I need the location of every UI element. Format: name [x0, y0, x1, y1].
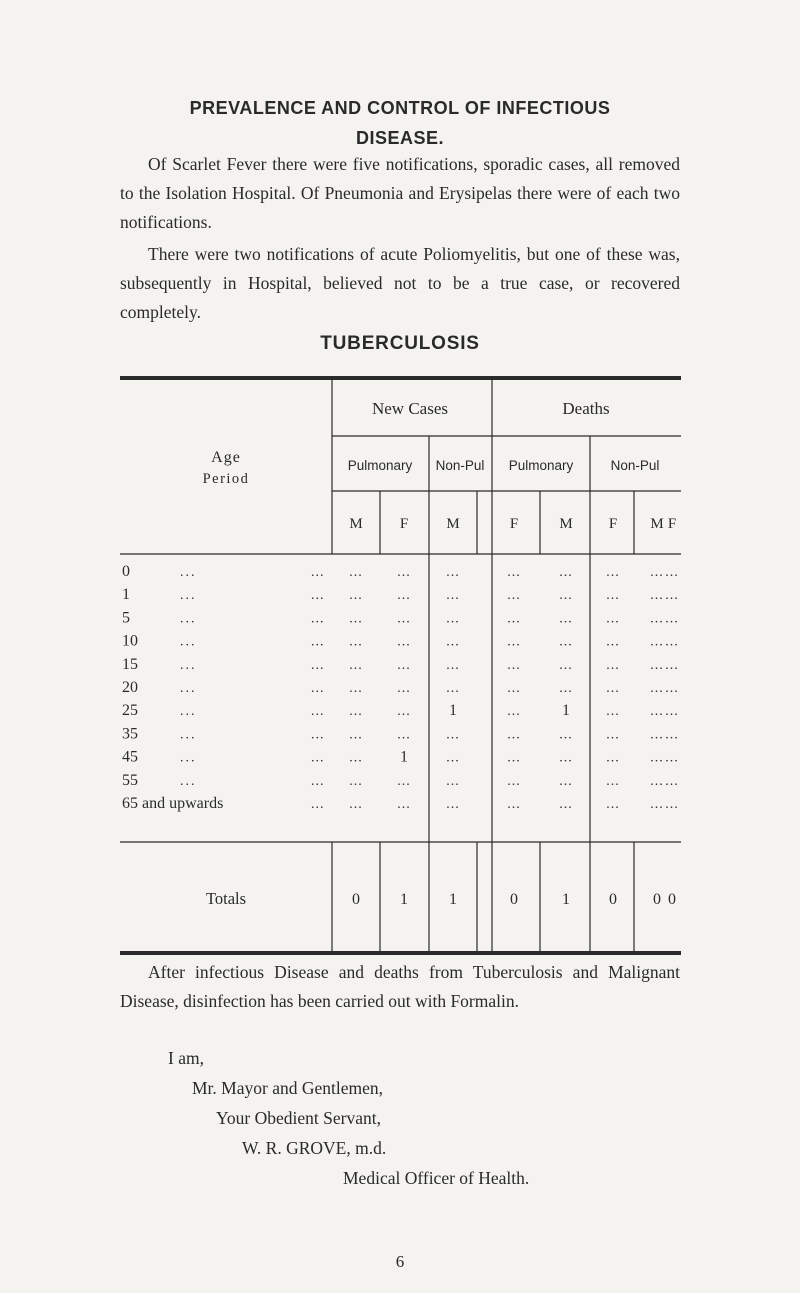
table-cell: 1	[449, 702, 457, 720]
section-heading: PREVALENCE AND CONTROL OF INFECTIOUS	[189, 98, 611, 118]
row-leader-dots: ...	[311, 773, 325, 789]
table-cell: ...	[446, 750, 460, 766]
tuberculosis-heading: TUBERCULOSIS	[320, 333, 480, 354]
table-cell: ...	[559, 657, 573, 673]
totals-row	[206, 889, 676, 908]
table-cell: ...	[397, 797, 411, 812]
totals-cell: 0	[609, 891, 617, 908]
table-cell: ...	[559, 727, 573, 743]
row-age-label: 55	[122, 771, 138, 789]
table-cell: ...	[606, 797, 620, 812]
table-cell: ...	[650, 681, 664, 696]
table-cell: ...	[446, 727, 460, 743]
row-age-label: 25	[122, 702, 138, 720]
table-cell: ...	[507, 611, 521, 627]
closing-salutation: Mr. Mayor and Gentlemen,	[192, 1078, 383, 1098]
table-row	[122, 586, 679, 603]
table-cell: ...	[349, 797, 363, 812]
table-cell: ...	[650, 634, 664, 650]
table-cell: 1	[562, 702, 570, 720]
row-leader-dots: ...	[311, 588, 325, 604]
table-cell: ...	[507, 797, 521, 812]
table-cell: ...	[349, 657, 363, 673]
closing-i-am: I am,	[168, 1048, 204, 1068]
table-cell: ...	[507, 588, 521, 604]
row-age-label: 15	[122, 655, 138, 673]
row-leader-dots: ...	[311, 681, 325, 696]
table-row	[122, 656, 679, 673]
table-cell: ...	[446, 773, 460, 789]
table-cell: ...	[665, 565, 679, 580]
row-leader-dots: ...	[180, 565, 197, 580]
table-cell: ...	[446, 611, 460, 627]
table-cell: ...	[650, 727, 664, 743]
row-age-label: 65 and upwards	[122, 795, 224, 812]
table-cell: ...	[507, 773, 521, 789]
table-cell: ...	[349, 611, 363, 627]
sex-header-7: F	[667, 516, 677, 532]
table-cell: ...	[606, 588, 620, 604]
sex-header-0: M	[349, 516, 363, 532]
table-cell: ...	[650, 704, 664, 720]
table-row	[122, 702, 679, 719]
table-row	[122, 725, 679, 742]
scarlet-fever-paragraph: Of Scarlet Fever there were five notifications, sporadic cases, all removed to the Isolation Hospital. Of Pneumonia and Erysipelas there were of each two notifications.	[120, 154, 680, 232]
table-cell: ...	[665, 727, 679, 743]
table-cell: ...	[665, 611, 679, 627]
table-cell: ...	[397, 611, 411, 627]
sex-header-1: F	[399, 516, 409, 532]
row-leader-dots: ...	[311, 704, 325, 720]
table-cell: ...	[559, 565, 573, 580]
row-age-label: 20	[122, 679, 138, 696]
sex-header-row	[349, 516, 676, 532]
table-row	[122, 749, 679, 766]
table-cell: ...	[349, 681, 363, 696]
section-heading-continued: DISEASE.	[355, 128, 445, 148]
poliomyelitis-paragraph: There were two notifications of acute Poliomyelitis, but one of these was, subsequently in Hospital, believed not to be a true case, or recovered completely.	[120, 244, 680, 322]
table-cell: ...	[650, 773, 664, 789]
table-cell: ...	[349, 727, 363, 743]
table-cell: ...	[559, 750, 573, 766]
row-leader-dots: ...	[180, 704, 197, 720]
table-row	[122, 679, 679, 696]
table-cell: ...	[650, 588, 664, 604]
row-age-label: 35	[122, 725, 138, 743]
deaths-nonpul-header: Non-Pul	[610, 458, 660, 473]
table-cell: ...	[397, 565, 411, 580]
deaths-pulmonary-header: Pulmonary	[508, 458, 574, 473]
table-cell: ...	[507, 704, 521, 720]
signature-role: Medical Officer of Health.	[343, 1168, 530, 1188]
totals-cell: 0	[352, 891, 360, 908]
table-cell: ...	[397, 727, 411, 743]
table-cell: ...	[606, 773, 620, 789]
sex-header-4: M	[559, 516, 573, 532]
table-cell: ...	[559, 773, 573, 789]
table-cell: ...	[665, 588, 679, 604]
row-age-label: 0	[122, 563, 130, 580]
table-cell: ...	[606, 611, 620, 627]
deaths-header: Deaths	[562, 399, 610, 418]
table-cell: ...	[397, 634, 411, 650]
table-cell: ...	[650, 797, 664, 812]
sex-header-2: M	[446, 516, 460, 532]
row-leader-dots: ...	[311, 797, 325, 812]
table-row	[122, 563, 679, 580]
table-cell: ...	[559, 611, 573, 627]
row-leader-dots: ...	[311, 611, 325, 627]
sex-header-5: F	[608, 516, 618, 532]
table-row	[122, 795, 679, 812]
table-cell: ...	[606, 704, 620, 720]
table-cell: ...	[397, 657, 411, 673]
table-cell: ...	[349, 750, 363, 766]
row-leader-dots: ...	[311, 750, 325, 766]
sex-header-3: F	[509, 516, 519, 532]
table-cell: ...	[665, 773, 679, 789]
page-number: 6	[395, 1252, 405, 1271]
table-cell: ...	[507, 657, 521, 673]
signature: W. R. GROVE, m.d.	[242, 1138, 387, 1158]
table-row	[122, 772, 679, 789]
table-cell: 1	[400, 748, 408, 766]
tuberculosis-table	[120, 376, 681, 956]
totals-label: Totals	[205, 889, 247, 908]
table-cell: ...	[349, 704, 363, 720]
table-cell: ...	[650, 611, 664, 627]
table-cell: ...	[559, 797, 573, 812]
table-cell: ...	[665, 681, 679, 696]
age-header-line1: Age	[211, 449, 241, 466]
table-cell: ...	[446, 657, 460, 673]
row-leader-dots: ...	[180, 681, 197, 696]
row-leader-dots: ...	[311, 565, 325, 580]
table-cell: ...	[507, 634, 521, 650]
table-cell: ...	[606, 681, 620, 696]
table-cell: ...	[397, 704, 411, 720]
table-cell: ...	[665, 657, 679, 673]
row-age-label: 1	[122, 586, 130, 604]
table-cell: ...	[559, 588, 573, 604]
table-cell: ...	[446, 565, 460, 580]
table-cell: ...	[559, 634, 573, 650]
table-cell: ...	[559, 681, 573, 696]
table-cell: ...	[349, 634, 363, 650]
row-age-label: 10	[122, 632, 138, 650]
table-cell: ...	[397, 588, 411, 604]
table-cell: ...	[507, 565, 521, 580]
table-cell: ...	[665, 750, 679, 766]
table-cell: ...	[446, 797, 460, 812]
totals-cell: 0	[668, 891, 676, 908]
table-body	[122, 563, 679, 812]
table-cell: ...	[606, 727, 620, 743]
row-leader-dots: ...	[180, 657, 197, 673]
table-cell: ...	[446, 634, 460, 650]
closing-servant: Your Obedient Servant,	[216, 1108, 381, 1128]
new-nonpul-header: Non-Pul	[435, 458, 485, 473]
row-leader-dots: ...	[180, 611, 197, 627]
disinfection-paragraph: After infectious Disease and deaths from Tuberculosis and Malignant Disease, disinfection has been carried out with Formalin.	[120, 962, 680, 1011]
table-cell: ...	[446, 588, 460, 604]
table-cell: ...	[665, 634, 679, 650]
table-bottom-border	[120, 951, 681, 955]
row-leader-dots: ...	[311, 634, 325, 650]
table-cell: ...	[349, 565, 363, 580]
table-row	[122, 609, 679, 626]
table-top-border	[120, 376, 681, 380]
table-cell: ...	[665, 704, 679, 720]
totals-cell: 0	[510, 891, 518, 908]
table-cell: ...	[507, 727, 521, 743]
table-cell: ...	[665, 797, 679, 812]
table-cell: ...	[507, 681, 521, 696]
table-cell: ...	[606, 565, 620, 580]
new-pulmonary-header: Pulmonary	[347, 458, 413, 473]
table-cell: ...	[650, 657, 664, 673]
row-age-label: 45	[122, 748, 138, 766]
table-cell: ...	[349, 773, 363, 789]
new-cases-header: New Cases	[371, 399, 449, 418]
totals-cell: 0	[653, 891, 661, 908]
table-cell: ...	[397, 681, 411, 696]
totals-cell: 1	[400, 891, 408, 908]
row-leader-dots: ...	[180, 634, 197, 650]
row-leader-dots: ...	[311, 727, 325, 743]
row-leader-dots: ...	[311, 657, 325, 673]
table-row	[122, 633, 679, 650]
table-cell: ...	[397, 773, 411, 789]
table-cell: ...	[446, 681, 460, 696]
table-cell: ...	[606, 657, 620, 673]
table-cell: ...	[606, 750, 620, 766]
sex-header-6: M	[650, 516, 664, 532]
row-leader-dots: ...	[180, 773, 197, 789]
table-cell: ...	[507, 750, 521, 766]
age-header-line2: Period	[202, 471, 250, 487]
table-cell: ...	[606, 634, 620, 650]
table-cell: ...	[650, 565, 664, 580]
table-cell: ...	[650, 750, 664, 766]
table-cell: ...	[349, 588, 363, 604]
totals-cell: 1	[449, 891, 457, 908]
row-leader-dots: ...	[180, 727, 197, 743]
row-leader-dots: ...	[180, 750, 197, 766]
row-age-label: 5	[122, 609, 130, 627]
row-leader-dots: ...	[180, 588, 197, 604]
totals-cell: 1	[562, 891, 570, 908]
